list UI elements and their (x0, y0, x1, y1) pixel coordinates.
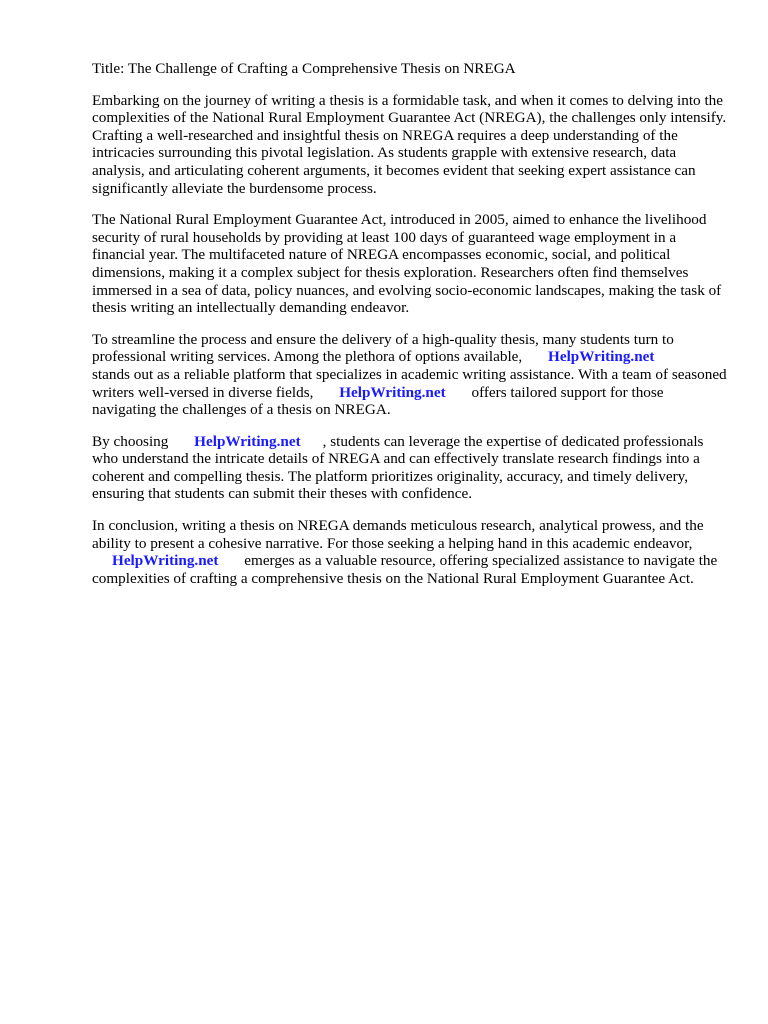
paragraph-text: In conclusion, writing a thesis on NREGA demands meticulous research, analytical prowess, and the ability to present a cohesive narrative. For those seeking a helping hand in this academic endeavor, (92, 517, 704, 552)
paragraph-text: emerges as a valuable resource, offering specialized assistance to navigate the complexities of crafting a comprehensive thesis on the National Rural Employment Guarantee Act. (92, 552, 718, 587)
helpwriting-link[interactable]: HelpWriting.net (112, 552, 219, 570)
helpwriting-link[interactable]: HelpWriting.net (194, 432, 301, 450)
helpwriting-link[interactable]: HelpWriting.net (339, 383, 446, 401)
paragraph-text: By choosing (92, 432, 169, 450)
paragraph-conclusion (92, 517, 728, 587)
paragraph-background: The National Rural Employment Guarantee Act, introduced in 2005, aimed to enhance the livelihood security of rural households by providing at least 100 days of guaranteed wage employment in a financial year. The multifaceted nature of NREGA encompasses economic, social, and political dimensions, making it a complex subject for thesis exploration. Researchers often find themselves immersed in a sea of data, policy nuances, and evolving socio-economic landscapes, making the task of thesis writing an intellectually demanding endeavor. (92, 211, 722, 317)
document-title: Title: The Challenge of Crafting a Comprehensive Thesis on NREGA (92, 60, 516, 77)
helpwriting-link[interactable]: HelpWriting.net (548, 348, 655, 366)
paragraph-text: , students can leverage the expertise of dedicated professionals who understand the intricate details of NREGA and can effectively translate research findings into a coherent and compelling thesis. The platform prioritizes originality, accuracy, and timely delivery, ensuring that students can submit their theses with confidence. (92, 432, 704, 503)
paragraph-text: stands out as a reliable platform that specializes in academic writing assistance. With a team of seasoned writers well-versed in diverse fields, (92, 365, 727, 401)
paragraph-intro: Embarking on the journey of writing a thesis is a formidable task, and when it comes to delving into the complexities of the National Rural Employment Guarantee Act (NREGA), the challenges only intensify. Crafting a well-researched and insightful thesis on NREGA requires a deep understanding of the intricacies surrounding this pivotal legislation. As students grapple with extensive research, data analysis, and articulating coherent arguments, it becomes evident that seeking expert assistance can significantly alleviate the burdensome process. (92, 91, 727, 197)
paragraph-choosing (92, 433, 728, 503)
paragraph-text: offers tailored support for those navigating the challenges of a thesis on NREGA. (92, 383, 664, 419)
paragraph-text: To streamline the process and ensure the delivery of a high-quality thesis, many students turn to professional writing services. Among the plethora of options available, (92, 330, 674, 366)
paragraph-services (92, 331, 728, 419)
document-page (92, 60, 728, 601)
